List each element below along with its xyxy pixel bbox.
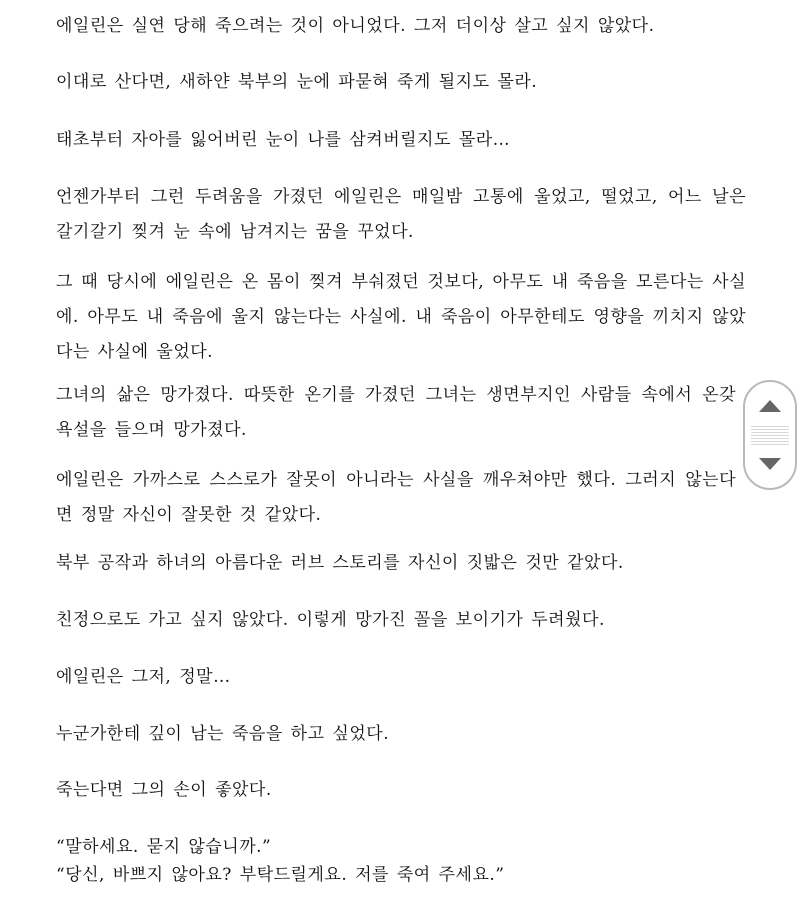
paragraph: 누군가한테 깊이 남는 죽음을 하고 싶었다. [56,724,390,744]
scroll-up-button[interactable] [745,386,795,426]
scroll-down-button[interactable] [745,444,795,484]
dialogue-line: “당신, 바쁘지 않아요? 부탁드릴게요. 저를 죽여 주세요.” [56,865,505,885]
paragraph: 에일린은 그저, 정말… [56,667,231,687]
paragraph: 에일린은 가까스로 스스로가 잘못이 아니라는 사실을 깨우쳐야만 했다. 그러지 않는다면 정말 자신이 잘못한 것 같았다. [56,470,736,525]
paragraph: 태초부터 자아를 잃어버린 눈이 나를 삼켜버릴지도 몰라… [56,130,511,150]
paragraph: 그녀의 삶은 망가졌다. 따뜻한 온기를 가졌던 그녀는 생면부지인 사람들 속에서 온갖 욕설을 들으며 망가졌다. [56,385,736,440]
paragraph: 그 때 당시에 에일린은 온 몸이 찢겨 부숴졌던 것보다, 아무도 내 죽음을 모른다는 사실에. 아무도 내 죽음에 울지 않는다는 사실에. 내 죽음이 아무한테도 영향을 끼치지 않았다는 사실에 울었다. [56,272,746,362]
paragraph: 이대로 산다면, 새하얀 북부의 눈에 파묻혀 죽게 될지도 몰라. [56,72,538,92]
dialogue-line: “말하세요. 묻지 않습니까.” [56,837,272,857]
triangle-up-icon [758,399,782,413]
paragraph: 에일린은 실연 당해 죽으려는 것이 아니었다. 그저 더이상 살고 싶지 않았다. [56,16,655,36]
paragraph: 죽는다면 그의 손이 좋았다. [56,780,272,800]
page-scroll-widget [743,380,797,490]
paragraph: 북부 공작과 하녀의 아름다운 러브 스토리를 자신이 짓밟은 것만 같았다. [56,553,624,573]
triangle-down-icon [758,457,782,471]
paragraph: 친정으로도 가고 싶지 않았다. 이렇게 망가진 꼴을 보이기가 두려웠다. [56,610,605,630]
paragraph: 언젠가부터 그런 두려움을 가졌던 에일린은 매일밤 고통에 울었고, 떨었고, 어느 날은 갈기갈기 찢겨 눈 속에 남겨지는 꿈을 꾸었다. [56,187,746,242]
scroll-grip[interactable] [751,426,789,446]
